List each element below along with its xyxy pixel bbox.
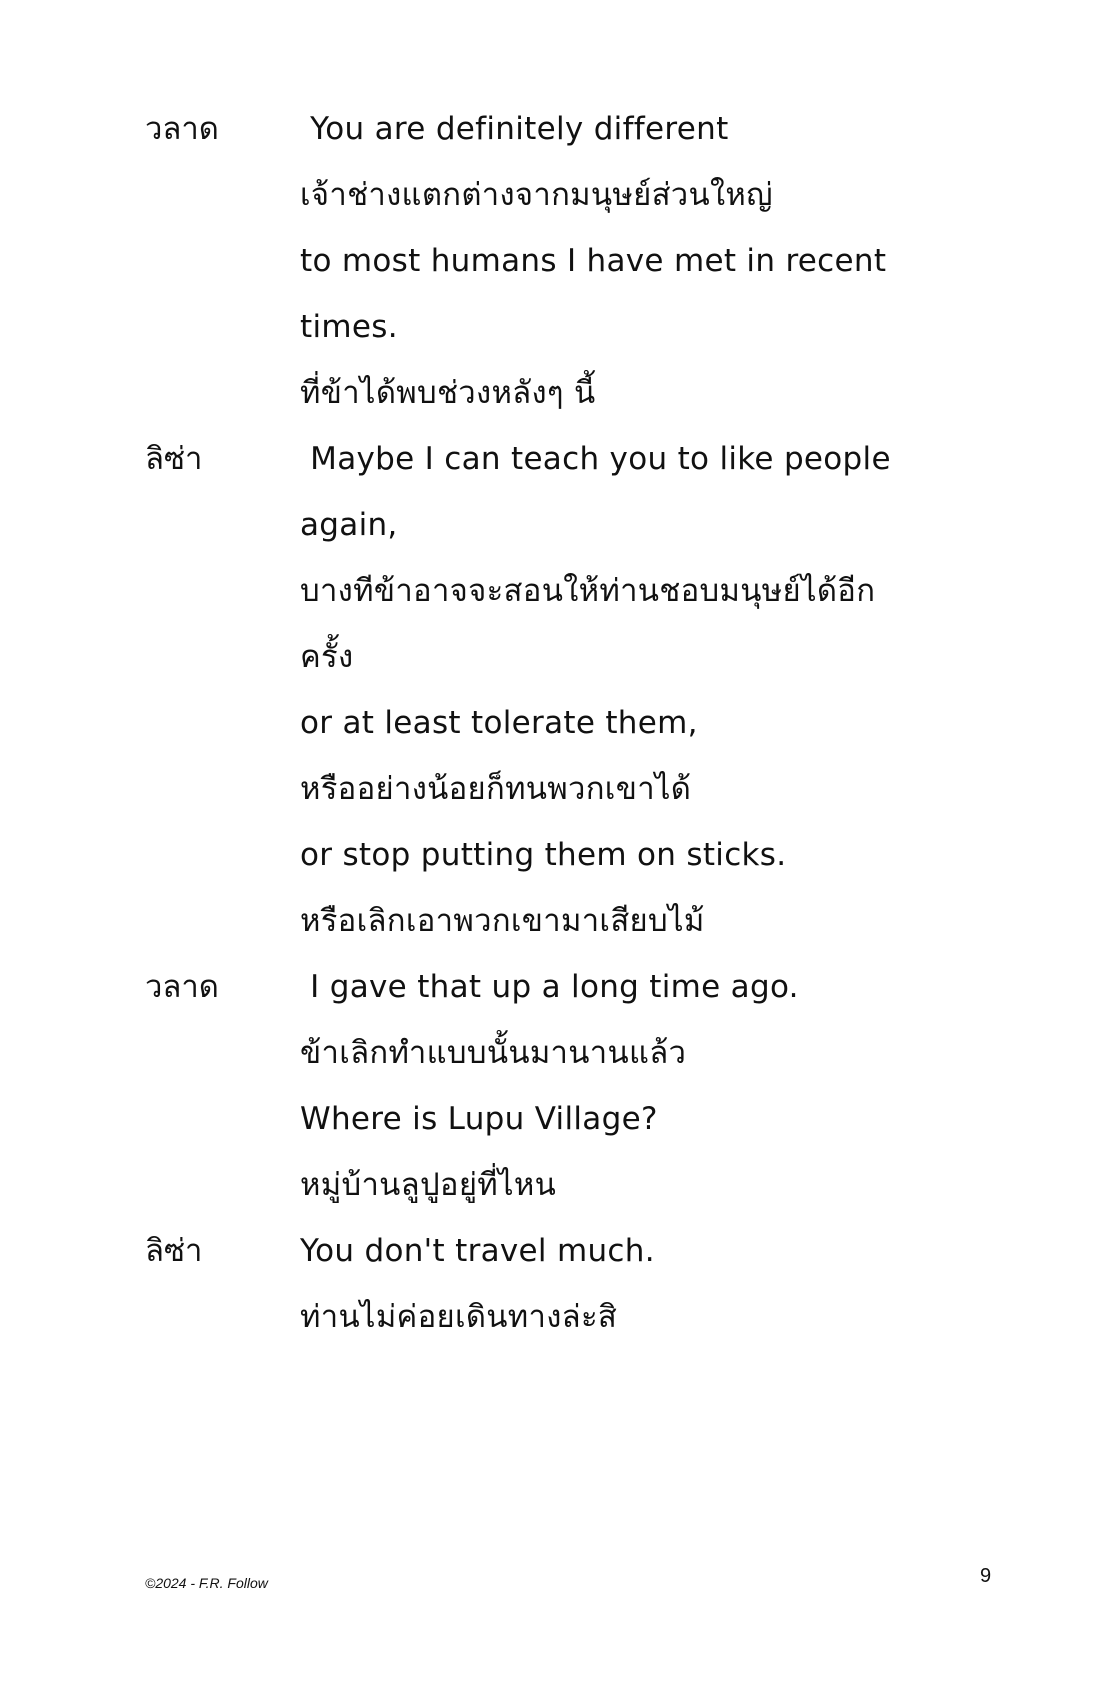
dialogue-line: เจ้าช่างแตกต่างจากมนุษย์ส่วนใหญ่ (300, 177, 773, 213)
speaker-name: วลาด (145, 111, 219, 147)
dialogue-line: I gave that up a long time ago. (300, 969, 799, 1005)
dialogue-lines (300, 96, 965, 426)
dialogue-line: to most humans I have met in recent (300, 243, 887, 279)
dialogue-line: or at least tolerate them, (300, 705, 698, 741)
dialogue-lines (300, 426, 965, 954)
dialogue-line: You don't travel much. (300, 1233, 655, 1269)
dialogue-entry (145, 1218, 965, 1350)
copyright-notice: ©2024 - F.R. Follow (145, 1575, 268, 1591)
dialogue-line: ครั้ง (300, 639, 354, 675)
dialogue-line: ข้าเลิกทำแบบนั้นมานานแล้ว (300, 1035, 687, 1071)
dialogue-line: หมู่บ้านลูปูอยู่ที่ไหน (300, 1167, 557, 1203)
speaker-name: วลาด (145, 969, 219, 1005)
dialogue-line: Maybe I can teach you to like people (300, 441, 891, 477)
dialogue-lines (300, 1218, 965, 1350)
dialogue-entry (145, 426, 965, 954)
speaker-name: ลิซ่า (145, 441, 203, 477)
dialogue-line: ท่านไม่ค่อยเดินทางล่ะสิ (300, 1299, 618, 1335)
dialogue-line: again, (300, 507, 398, 543)
dialogue-line: Where is Lupu Village? (300, 1101, 658, 1137)
dialogue-lines (300, 954, 965, 1218)
page-number: 9 (980, 1565, 992, 1587)
dialogue-line: ที่ข้าได้พบช่วงหลังๆ นี้ (300, 375, 596, 411)
dialogue-line: You are definitely different (300, 111, 729, 147)
dialogue-entry (145, 96, 965, 426)
dialogue-line: หรืออย่างน้อยก็ทนพวกเขาได้ (300, 771, 692, 807)
speaker-name: ลิซ่า (145, 1233, 203, 1269)
dialogue-line: times. (300, 309, 398, 345)
dialogue-line: บางทีข้าอาจจะสอนให้ท่านชอบมนุษย์ได้อีก (300, 573, 876, 609)
dialogue-script (145, 96, 965, 1350)
dialogue-line: or stop putting them on sticks. (300, 837, 787, 873)
dialogue-entry (145, 954, 965, 1218)
dialogue-line: หรือเลิกเอาพวกเขามาเสียบไม้ (300, 903, 705, 939)
